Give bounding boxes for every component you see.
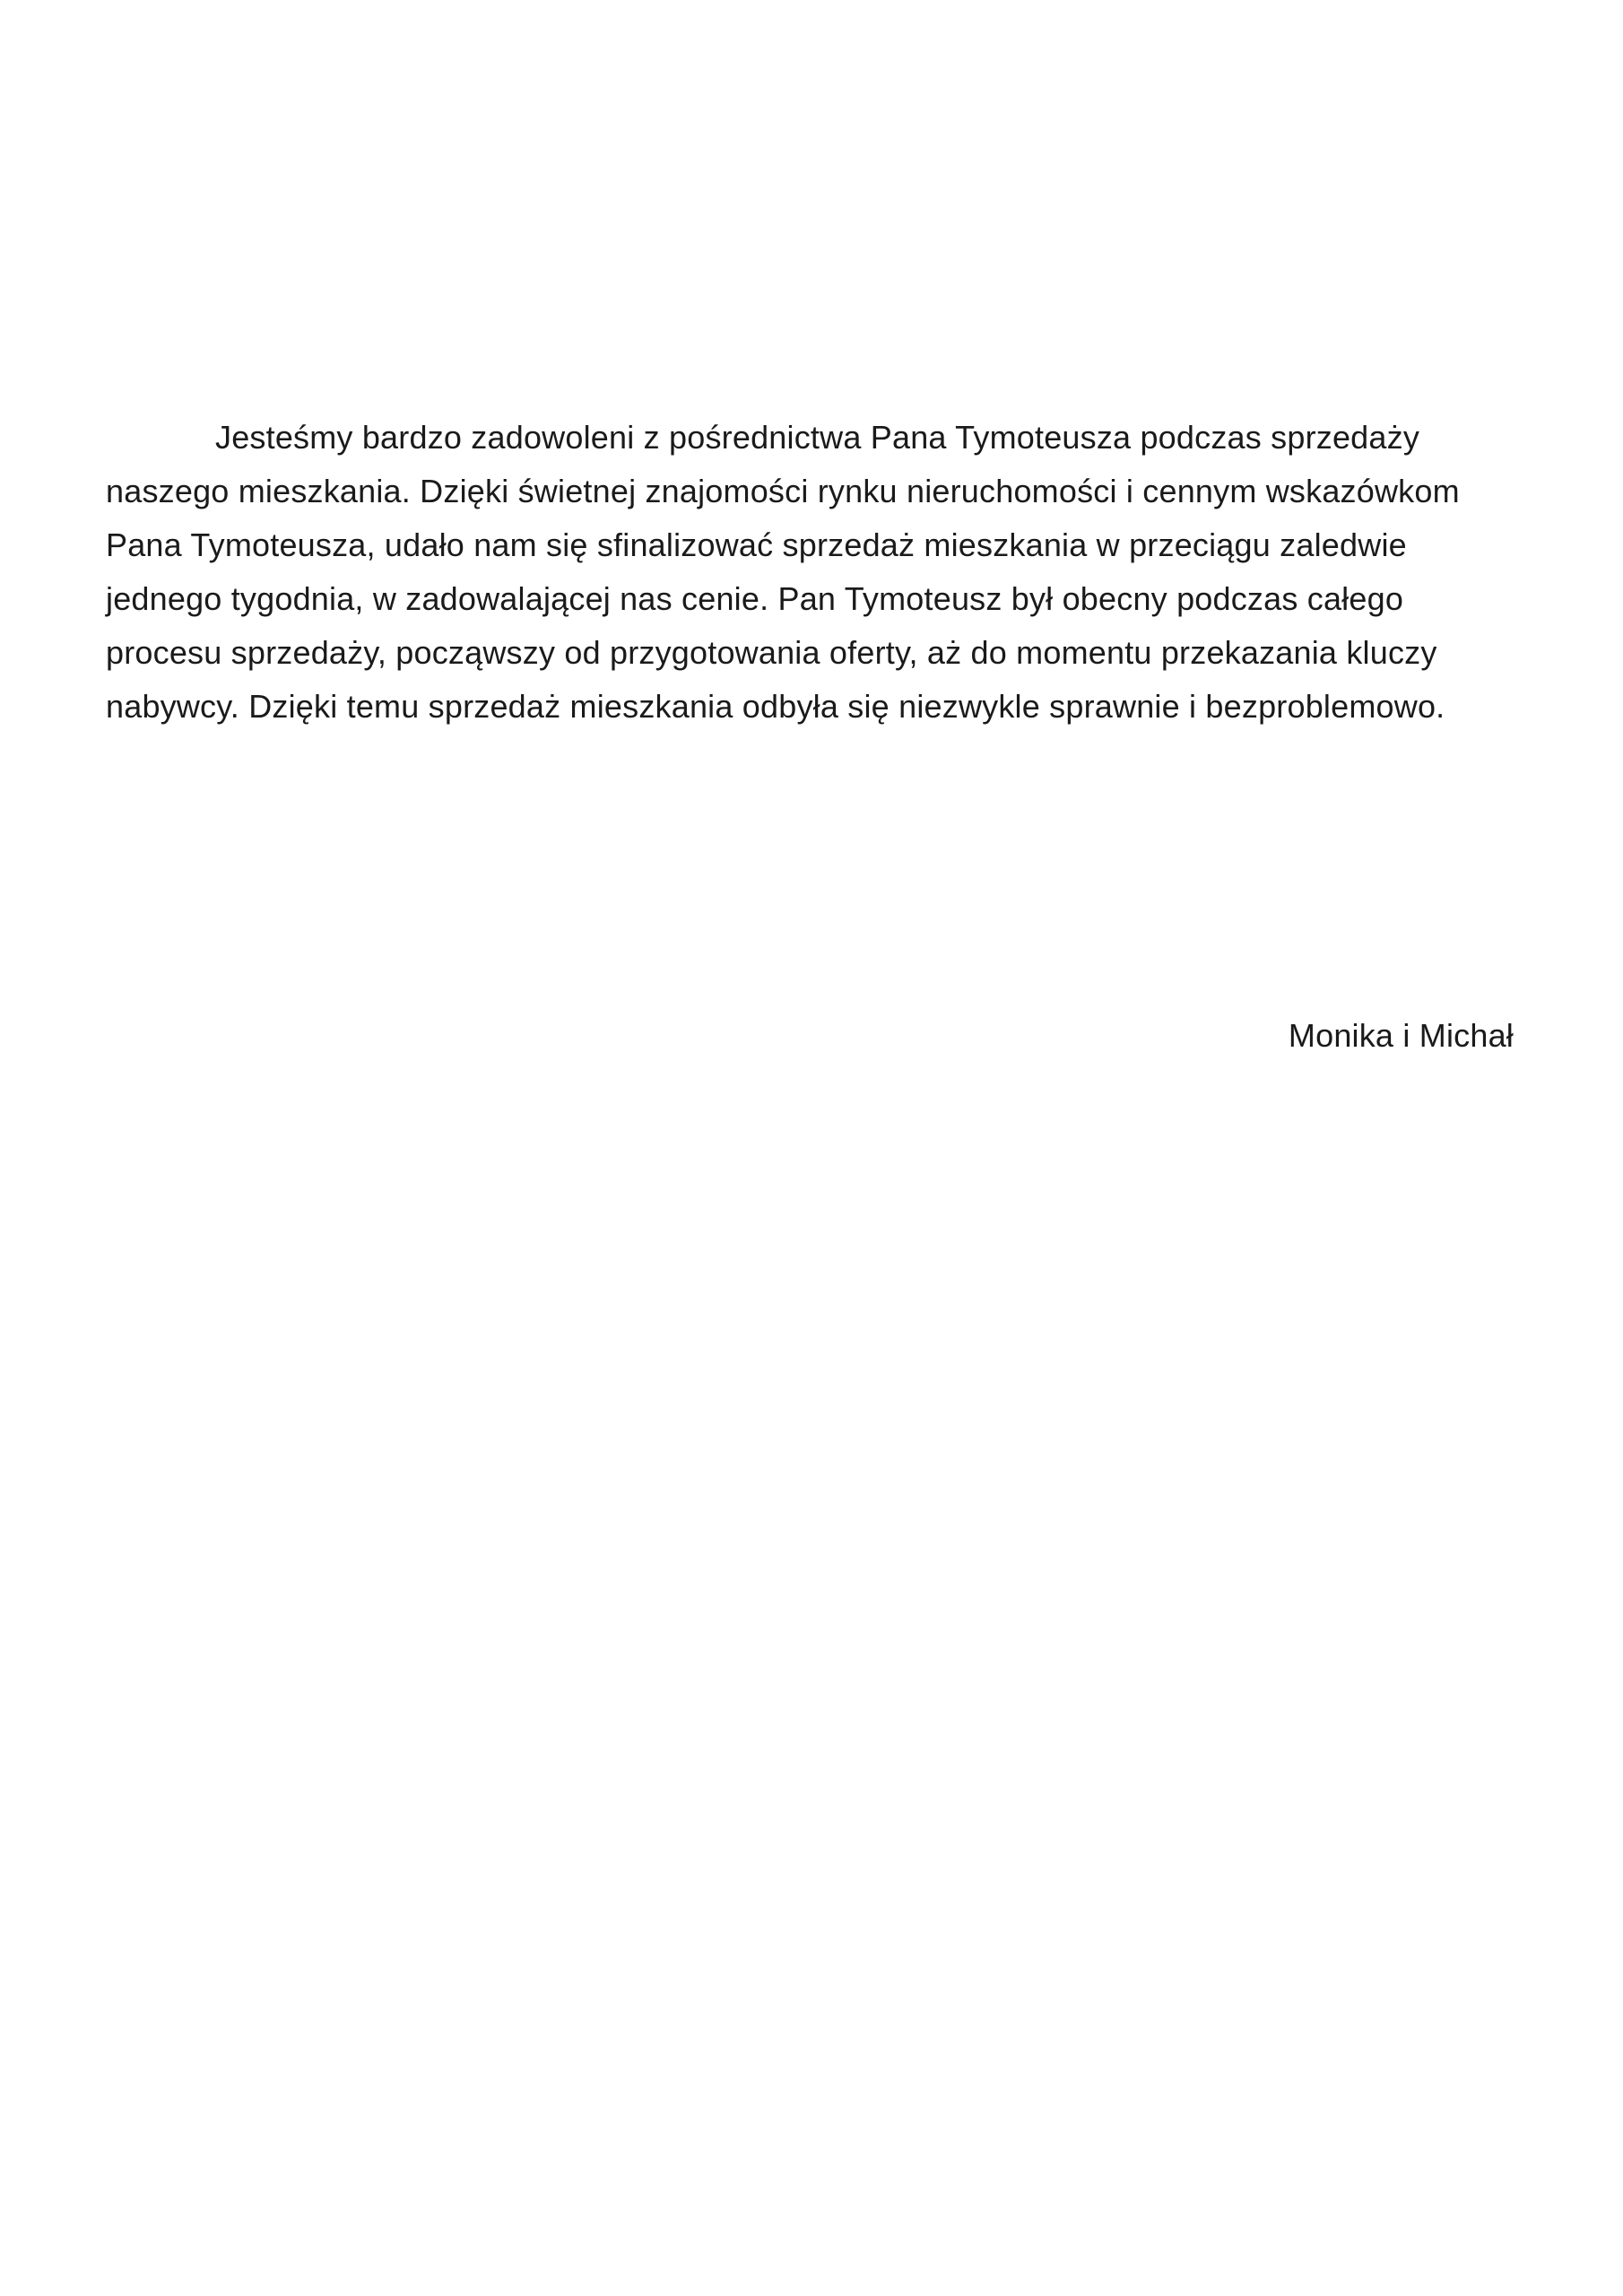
signature: Monika i Michał xyxy=(1288,1017,1514,1054)
letter-line-3: Pana Tymoteusza, udało nam się sfinalizować sprzedaż mieszkania w przeciągu zaledwie xyxy=(106,526,1407,563)
letter-line-6: nabywcy. Dzięki temu sprzedaż mieszkania odbyła się niezwykle sprawnie i bezproblemowo. xyxy=(106,688,1445,725)
letter-line-1: Jesteśmy bardzo zadowoleni z pośrednictwa Pana Tymoteusza podczas sprzedaży xyxy=(215,419,1420,456)
letter-line-2: naszego mieszkania. Dzięki świetnej znajomości rynku nieruchomości i cennym wskazówkom xyxy=(106,473,1460,509)
letter-body xyxy=(106,411,1514,734)
letter-line-4: jednego tygodnia, w zadowalającej nas cenie. Pan Tymoteusz był obecny podczas całego xyxy=(106,580,1404,617)
letter-line-5: procesu sprzedaży, począwszy od przygotowania oferty, aż do momentu przekazania kluczy xyxy=(106,634,1437,671)
